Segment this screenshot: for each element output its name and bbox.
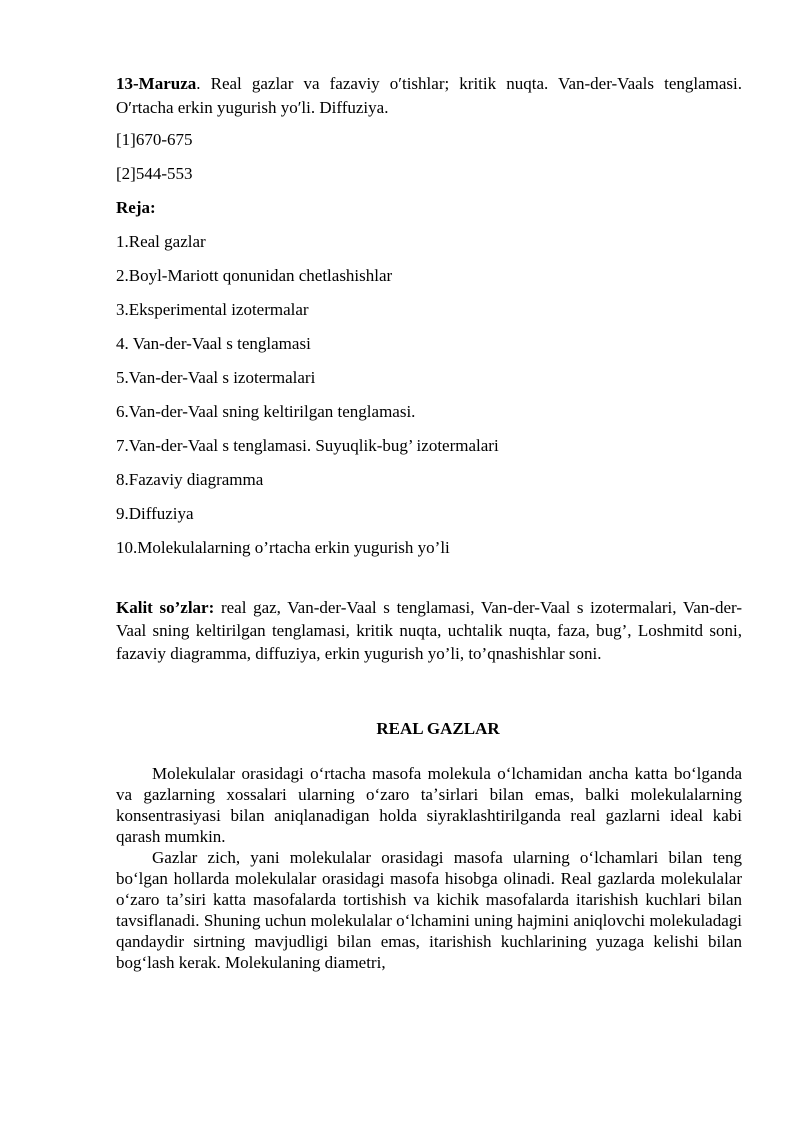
section-heading: REAL GAZLAR <box>376 719 500 738</box>
plan-item: 6.Van-der-Vaal sning keltirilgan tenglamasi. <box>116 402 416 421</box>
plan-item: 2.Boyl-Mariott qonunidan chetlashishlar <box>116 266 393 285</box>
lecture-title <box>116 72 742 120</box>
body-paragraph: Gazlar zich, yani molekulalar orasidagi masofa ularning oʻlchamlari bilan teng boʻlgan hollarda molekulalar orasidagi masofa hisobga olinadi. Real gazlarda molekulalar oʻzaro taʼsiri katta masofalarda tortishish va kichik masofalarda itarishish kuchlari bilan tavsiflanadi. Shuning uchun molekulalar oʻlchamini uning hajmini aniqlovchi molekuladagi qandaydir sirtning mavjudligi bilan emas, itarishish kuchlarining yuzaga kelishi bilan bogʻlash kerak. Molekulaning diametri, <box>116 848 742 972</box>
keywords-text: real gaz, Van-der-Vaal s tenglamasi, Van-der-Vaal s izotermalari, Van-der-Vaal sning keltirilgan tenglamasi, kritik nuqta, uchtalik nuqta, faza, bug’, Loshmitd soni, fazaviy diagramma, diffuziya, erkin yugurish yo’li, to’qnashishlar soni. <box>116 598 742 663</box>
reference-1: [1]670-675 <box>116 130 193 149</box>
reference-2: [2]544-553 <box>116 164 193 183</box>
document-page <box>116 72 742 973</box>
plan-item: 9.Diffuziya <box>116 504 194 523</box>
plan-item: 4. Van-der-Vaal s tenglamasi <box>116 334 311 353</box>
keywords-paragraph <box>116 596 742 665</box>
plan-list <box>116 230 742 560</box>
plan-heading: Reja: <box>116 198 156 217</box>
plan-item: 10.Molekulalarning o’rtacha erkin yugurish yo’li <box>116 538 450 557</box>
plan-item: 7.Van-der-Vaal s tenglamasi. Suyuqlik-bug’ izotermalari <box>116 436 499 455</box>
keywords-label: Kalit so’zlar: <box>116 598 215 617</box>
lecture-title-text: . Real gazlar va fazaviy oʹtishlar; kritik nuqta. Van-der-Vaals tenglamasi. Oʹrtacha erkin yugurish yoʹli. Diffuziya. <box>116 74 742 117</box>
lecture-number: 13-Maruza <box>116 74 197 93</box>
plan-item: 8.Fazaviy diagramma <box>116 470 264 489</box>
plan-item: 3.Eksperimental izotermalar <box>116 300 309 319</box>
body-paragraph: Molekulalar orasidagi oʻrtacha masofa molekula oʻlchamidan ancha katta boʻlganda va gazlarning xossalari ularning oʻzaro taʼsirlari bilan emas, balki molekulalarning konsentrasiyasi bilan aniqlanadigan holda siyraklashtirilganda real gazlarni ideal kabi qarash mumkin. <box>116 764 742 846</box>
plan-item: 5.Van-der-Vaal s izotermalari <box>116 368 316 387</box>
plan-item: 1.Real gazlar <box>116 232 206 251</box>
